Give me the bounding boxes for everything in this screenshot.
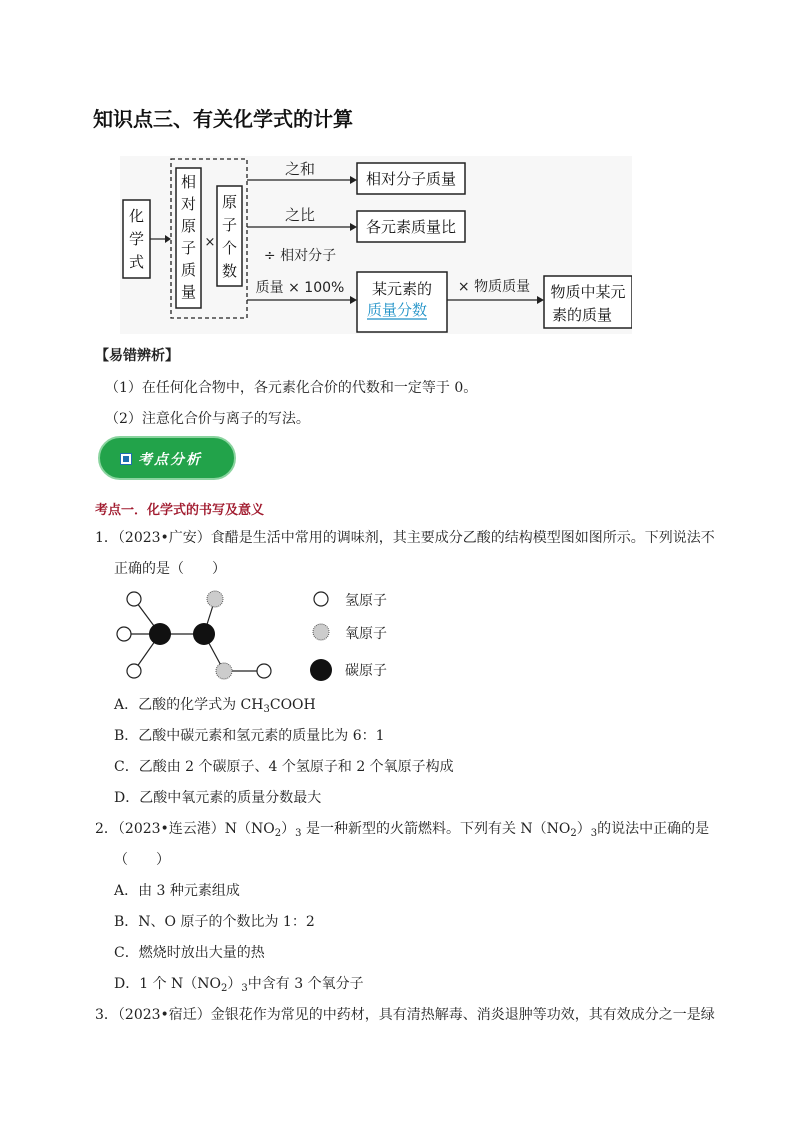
pitfalls-heading: 【易错辨析】 (95, 348, 179, 364)
legend-carbon-label: 碳原子 (345, 663, 387, 679)
q2-stem-b: ） (281, 821, 296, 837)
q2-option-d-c: 中含有 3 个氧分子 (247, 976, 364, 992)
sum-label: 之和 (284, 160, 316, 178)
count-char-2: 子 (221, 216, 238, 234)
q2-option-d-sub: 2 (221, 983, 228, 994)
q2-stem-c: 是一种新型的火箭燃料。下列有关 N（NO (301, 821, 571, 837)
ram-char-4: 子 (180, 239, 197, 257)
q1-option-b[interactable]: B．乙酸中碳元素和氢元素的质量比为 6：1 (114, 728, 385, 744)
formula-char-1: 化 (128, 207, 145, 225)
square-icon (120, 453, 132, 465)
q1-option-c[interactable]: C．乙酸由 2 个碳原子、4 个氢原子和 2 个氧原子构成 (114, 759, 454, 775)
count-char-1: 原 (221, 193, 238, 211)
q2-option-d[interactable] (114, 974, 364, 999)
hydrogen-atom (117, 627, 131, 641)
q2-option-c[interactable]: C．燃烧时放出大量的热 (114, 945, 265, 961)
formula-char-2: 学 (128, 230, 145, 248)
q2-stem-line2: （ ） (114, 852, 170, 868)
section-title-1: 考点一．化学式的书写及意义 (95, 503, 265, 518)
hydrogen-atom (257, 664, 271, 678)
times-substance-mass-label: × 物质质量 (457, 279, 531, 295)
pitfall-item-1: （1）在任何化合物中，各元素化合价的代数和一定等于 0。 (105, 380, 478, 396)
times-sign: × (204, 235, 216, 250)
pitfall-item-2: （2）注意化合价与离子的写法。 (105, 411, 310, 427)
q2-sub4: 3 (590, 828, 598, 839)
q2-option-b[interactable]: B．N、O 原子的个数比为 1：2 (114, 914, 315, 930)
q2-option-d-sub2: 3 (241, 983, 248, 994)
legend-oxygen-label: 氧原子 (345, 626, 387, 642)
q2-stem-d: ） (576, 821, 591, 837)
q1-option-a-sub: 3 (263, 704, 270, 715)
q1-option-a-suffix: COOH (269, 697, 316, 713)
formula-calculation-diagram (120, 156, 632, 334)
hydrogen-atom (127, 664, 141, 678)
element-mass-line2: 素的质量 (551, 306, 613, 324)
badge-label: 考点分析 (138, 452, 202, 468)
q2-stem-line1 (95, 819, 709, 844)
page-title: 知识点三、有关化学式的计算 (93, 107, 353, 131)
q2-stem-e: 的说法中正确的是 (597, 821, 710, 837)
exam-analysis-badge (98, 436, 236, 480)
legend-hydrogen-label: 氢原子 (345, 593, 387, 609)
oxygen-atom (216, 663, 232, 679)
legend-oxygen-icon (313, 624, 329, 640)
q1-option-d[interactable]: D．乙酸中氧元素的质量分数最大 (114, 790, 322, 806)
q2-option-d-a: D．1 个 N（NO (114, 976, 222, 992)
divide-label: ÷ 相对分子 (263, 248, 337, 264)
element-mass-line1: 物质中某元 (550, 283, 626, 301)
carbon-atom (193, 623, 215, 645)
ram-char-1: 相 (180, 173, 197, 191)
q2-option-a[interactable]: A．由 3 种元素组成 (114, 883, 240, 899)
q1-option-a-text: A．乙酸的化学式为 CH (114, 697, 264, 713)
q2-sub2: 3 (295, 828, 302, 839)
legend-hydrogen-icon (314, 592, 328, 606)
ram-char-3: 原 (180, 217, 197, 235)
hydrogen-atom (127, 592, 141, 606)
q1-stem-line1: 1．（2023•广安）食醋是生活中常用的调味剂，其主要成分乙酸的结构模型图如图所示。下列说法不 (95, 530, 715, 546)
element-fraction-line1: 某元素的 (371, 280, 433, 298)
carbon-atom (149, 623, 171, 645)
acetic-acid-model (110, 585, 410, 690)
element-fraction-line2: 质量分数 (366, 301, 428, 319)
ratio-label: 之比 (284, 206, 316, 224)
q1-option-a[interactable] (114, 695, 316, 720)
count-char-4: 数 (221, 262, 238, 280)
q2-sub: 2 (274, 828, 282, 839)
oxygen-atom (207, 591, 223, 607)
element-mass-ratio-text: 各元素质量比 (365, 218, 457, 236)
relative-molecular-mass-text: 相对分子质量 (365, 170, 457, 188)
q1-stem-line2: 正确的是（ ） (114, 561, 226, 577)
q3-stem-line1: 3．（2023•宿迁）金银花作为常见的中药材，具有清热解毒、消炎退肿等功效，其有效成分之一是绿 (95, 1007, 715, 1023)
q2-option-d-b: ） (227, 976, 242, 992)
ram-char-6: 量 (180, 283, 197, 301)
q2-stem-a: 2．（2023•连云港）N（NO (95, 821, 275, 837)
formula-char-3: 式 (128, 253, 145, 271)
ram-char-2: 对 (180, 195, 197, 213)
q2-sub3: 2 (570, 828, 577, 839)
legend-carbon-icon (310, 659, 332, 681)
mass-percent-label: 质量 × 100% (255, 280, 345, 296)
ram-char-5: 质 (180, 261, 197, 279)
count-char-3: 个 (221, 239, 238, 257)
